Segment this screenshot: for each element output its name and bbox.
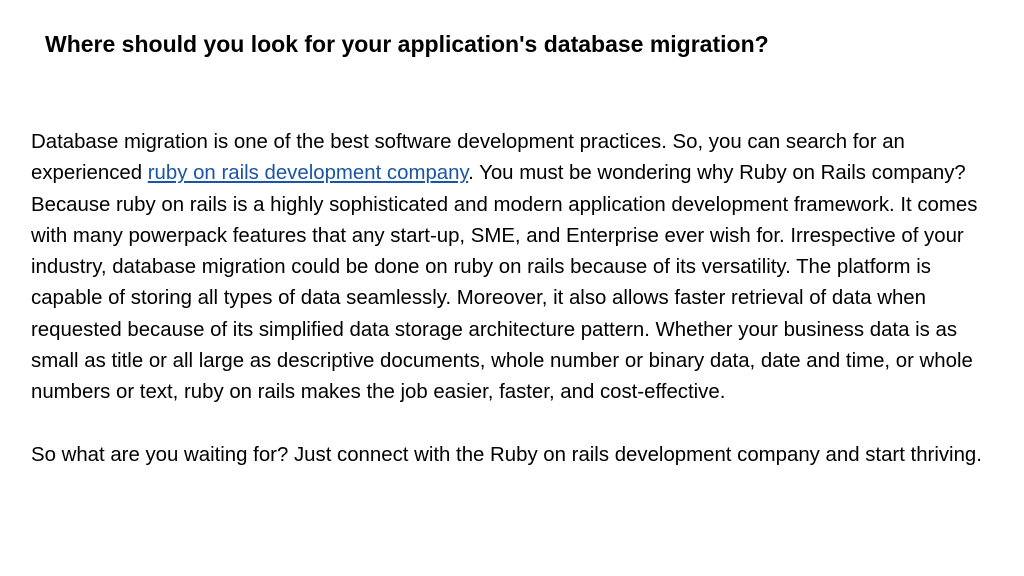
paragraph-intro-lead: Database migration is one of the best software development practices. So, you can search for an experienced <box>31 131 905 185</box>
body-text <box>31 127 996 471</box>
paragraph-intro-rest: . You must be wondering why Ruby on Rails company? Because ruby on rails is a highly sophisticated and modern application development framework. It comes with many powerpack features that any start-up, SME, and Enterprise ever wish for. Irrespective of your industry, database migration could be done on ruby on rails because of its versatility. The platform is capable of storing all types of data seamlessly. Moreover, it also allows faster retrieval of data when requested because of its simplified data storage architecture pattern. Whether your business data is as small as title or all large as descriptive documents, whole number or binary data, date and time, or whole numbers or text, ruby on rails makes the job easier, faster, and cost-effective. <box>31 162 978 404</box>
paragraph-spacer <box>31 409 996 440</box>
paragraph-intro <box>31 127 996 409</box>
ruby-on-rails-company-link[interactable]: ruby on rails development company <box>147 162 469 185</box>
paragraph-closing: So what are you waiting for? Just connect with the Ruby on rails development company and start thriving. <box>31 443 982 466</box>
page-title: Where should you look for your application's database migration? <box>45 31 769 57</box>
